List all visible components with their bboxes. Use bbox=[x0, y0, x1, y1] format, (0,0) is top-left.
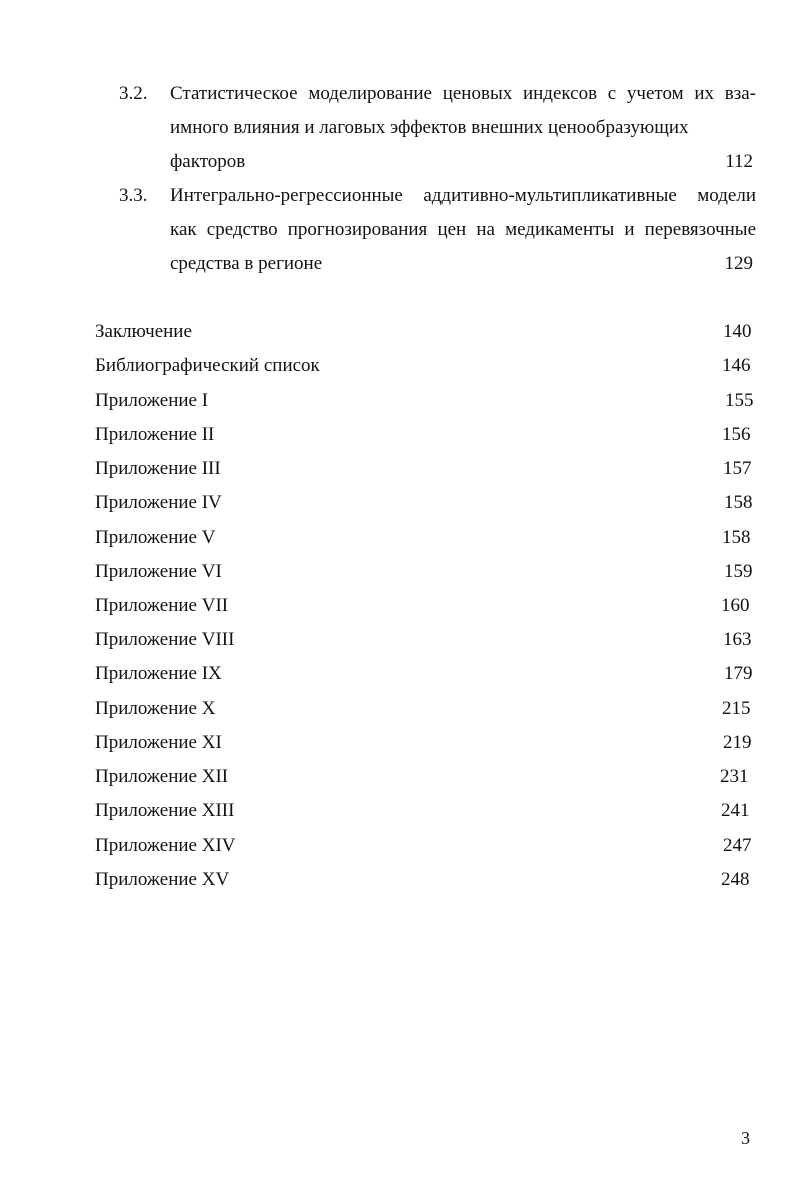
toc-entry-appendix-13[interactable] bbox=[95, 794, 755, 828]
toc-entry-label: Заключение bbox=[95, 321, 192, 342]
toc-entry-label: Приложение XI bbox=[95, 732, 222, 753]
toc-entry-appendix-2[interactable] bbox=[95, 418, 755, 452]
toc-entry-appendix-8[interactable] bbox=[95, 623, 755, 657]
toc-entry-appendix-12[interactable] bbox=[95, 760, 755, 794]
toc-entry-label: Приложение XII bbox=[95, 766, 229, 787]
toc-entry-label: Библиографический список bbox=[95, 355, 320, 376]
toc-entry-appendix-15[interactable] bbox=[95, 863, 755, 897]
toc-entry-appendix-10[interactable] bbox=[95, 692, 755, 726]
toc-entry-appendix-3[interactable] bbox=[95, 452, 755, 486]
toc-entry-page: 219 bbox=[723, 732, 752, 753]
toc-entry-appendix-5[interactable] bbox=[95, 521, 755, 555]
toc-entry-label: Приложение VI bbox=[95, 561, 222, 582]
section-number: 3.2. bbox=[119, 83, 148, 104]
section-title-line: Интегрально-регрессионные аддитивно-мультипликативные модели bbox=[170, 185, 756, 206]
toc-entry-page: 160 bbox=[721, 595, 750, 616]
toc-entry-page: 179 bbox=[724, 663, 753, 684]
toc-entry-appendix-6[interactable] bbox=[95, 555, 755, 589]
toc-entry-page: 140 bbox=[723, 321, 752, 342]
section-title-line: средства в регионе bbox=[170, 253, 323, 274]
section-page-number: 129 bbox=[724, 253, 753, 274]
toc-entry-page: 156 bbox=[722, 424, 751, 445]
toc-entry-label: Приложение X bbox=[95, 698, 216, 719]
page-number: 3 bbox=[741, 1128, 750, 1148]
toc-entry-appendix-7[interactable] bbox=[95, 589, 755, 623]
toc-entry-label: Приложение II bbox=[95, 424, 215, 445]
toc-entry-label: Приложение XV bbox=[95, 869, 230, 890]
toc-entry-label: Приложение I bbox=[95, 390, 209, 411]
toc-entry-appendix-9[interactable] bbox=[95, 657, 755, 691]
toc-entry-label: Приложение XIV bbox=[95, 835, 236, 856]
toc-entry-page: 159 bbox=[724, 561, 753, 582]
toc-entry-label: Приложение VII bbox=[95, 595, 229, 616]
toc-entry-page: 231 bbox=[720, 766, 749, 787]
section-number: 3.3. bbox=[119, 185, 148, 206]
toc-entry-page: 247 bbox=[723, 835, 752, 856]
toc-entry-appendix-1[interactable] bbox=[95, 384, 755, 418]
toc-entry-label: Приложение III bbox=[95, 458, 221, 479]
toc-entry-appendix-14[interactable] bbox=[95, 829, 755, 863]
toc-entry-label: Приложение IV bbox=[95, 492, 222, 513]
toc-entry-page: 248 bbox=[721, 869, 750, 890]
toc-entry-bibliography[interactable] bbox=[95, 349, 755, 383]
section-title-line: Статистическое моделирование ценовых индексов с учетом их вза- bbox=[170, 83, 756, 104]
toc-entry-page: 146 bbox=[722, 355, 751, 376]
toc-entry-page: 158 bbox=[722, 527, 751, 548]
toc-entry-label: Приложение XIII bbox=[95, 800, 235, 821]
toc-entry-page: 163 bbox=[723, 629, 752, 650]
section-page-number: 112 bbox=[725, 151, 753, 172]
toc-entry-page: 241 bbox=[721, 800, 750, 821]
toc-entry-label: Приложение VIII bbox=[95, 629, 235, 650]
toc-entry-label: Приложение IX bbox=[95, 663, 222, 684]
toc-entry-appendix-11[interactable] bbox=[95, 726, 755, 760]
section-title-line: факторов bbox=[170, 151, 246, 172]
toc-entry-page: 155 bbox=[725, 390, 754, 411]
toc-entry-page: 157 bbox=[723, 458, 752, 479]
section-title-line: как средство прогнозирования цен на медикаменты и перевязочные bbox=[170, 219, 756, 240]
toc-entry-conclusion[interactable] bbox=[95, 315, 755, 349]
section-title-line: имного влияния и лаговых эффектов внешних ценообразующих bbox=[170, 117, 689, 138]
toc-entry-appendix-4[interactable] bbox=[95, 486, 755, 520]
toc-entry-page: 158 bbox=[724, 492, 753, 513]
toc-entry-page: 215 bbox=[722, 698, 751, 719]
toc-entry-label: Приложение V bbox=[95, 527, 216, 548]
